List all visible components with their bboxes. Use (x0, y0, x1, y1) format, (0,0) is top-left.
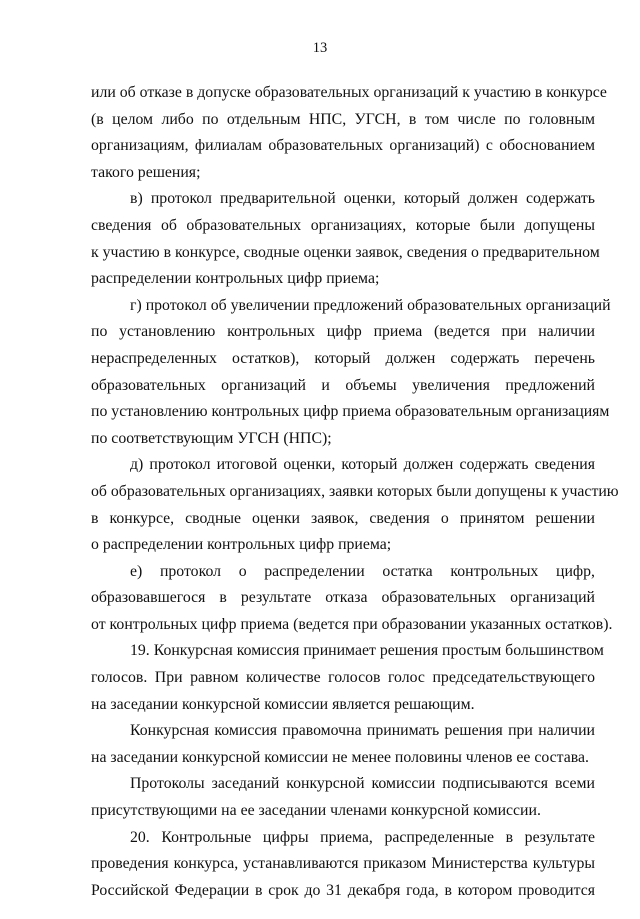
page-number: 13 (312, 40, 328, 56)
text-line: присутствующими на ее заседании членами конкурсной комиссии. (91, 802, 541, 820)
text-line: или об отказе в допуске образовательных организаций к участию в конкурсе (91, 84, 607, 101)
text-line: сведения об образовательных организациях, которые были допущены (91, 216, 595, 234)
text-line: распределении контрольных цифр приема; (91, 270, 380, 288)
text-line: д) протокол итоговой оценки, который должен содержать сведения (130, 456, 595, 474)
text-line: г) протокол об увеличении предложений образовательных организаций (130, 296, 611, 314)
text-line: проведения конкурса, устанавливаются приказом Министерства культуры (91, 855, 595, 873)
text-line: е) протокол о распределении остатка контрольных цифр, (130, 562, 595, 580)
text-line: голосов. При равном количестве голосов голос председательствующего (91, 669, 595, 687)
text-line: организациям, филиалам образовательных организаций) с обоснованием (91, 137, 595, 155)
text-line: о распределении контрольных цифр приема; (91, 536, 392, 554)
document-body (91, 80, 619, 904)
text-line: в) протокол предварительной оценки, который должен содержать (130, 190, 595, 208)
text-line: 20. Контрольные цифры приема, распределенные в результате (130, 828, 595, 846)
text-line: в конкурсе, сводные оценки заявок, сведения о принятом решении (91, 509, 595, 527)
text-line: Протоколы заседаний конкурсной комиссии подписываются всеми (130, 775, 595, 793)
text-line: на заседании конкурсной комиссии не менее половины членов ее состава. (91, 748, 589, 766)
text-line: 19. Конкурсная комиссия принимает решения простым большинством (130, 642, 604, 660)
text-line: образовавшегося в результате отказа образовательных организаций (91, 589, 595, 607)
text-line: от контрольных цифр приема (ведется при образовании указанных остатков). (91, 615, 613, 633)
text-line: по установлению контрольных цифр приема (ведется при наличии (91, 323, 595, 341)
text-line: Российской Федерации в срок до 31 декабря года, в котором проводится (91, 881, 595, 899)
text-line: об образовательных организациях, заявки которых были допущены к участию (91, 482, 619, 500)
text-line: на заседании конкурсной комиссии является решающим. (91, 695, 475, 713)
text-line: образовательных организаций и объемы увеличения предложений (91, 376, 595, 394)
text-line: по соответствующим УГСН (НПС); (91, 429, 332, 447)
text-line: к участию в конкурсе, сводные оценки заявок, сведения о предварительном (91, 243, 600, 261)
text-line: нераспределенных остатков), который должен содержать перечень (91, 349, 595, 367)
text-line: по установлению контрольных цифр приема образовательным организациям (91, 403, 610, 421)
text-line: такого решения; (91, 163, 201, 181)
text-line: (в целом либо по отдельным НПС, УГСН, в том числе по головным (91, 110, 595, 128)
text-line: Конкурсная комиссия правомочна принимать решения при наличии (130, 722, 595, 740)
